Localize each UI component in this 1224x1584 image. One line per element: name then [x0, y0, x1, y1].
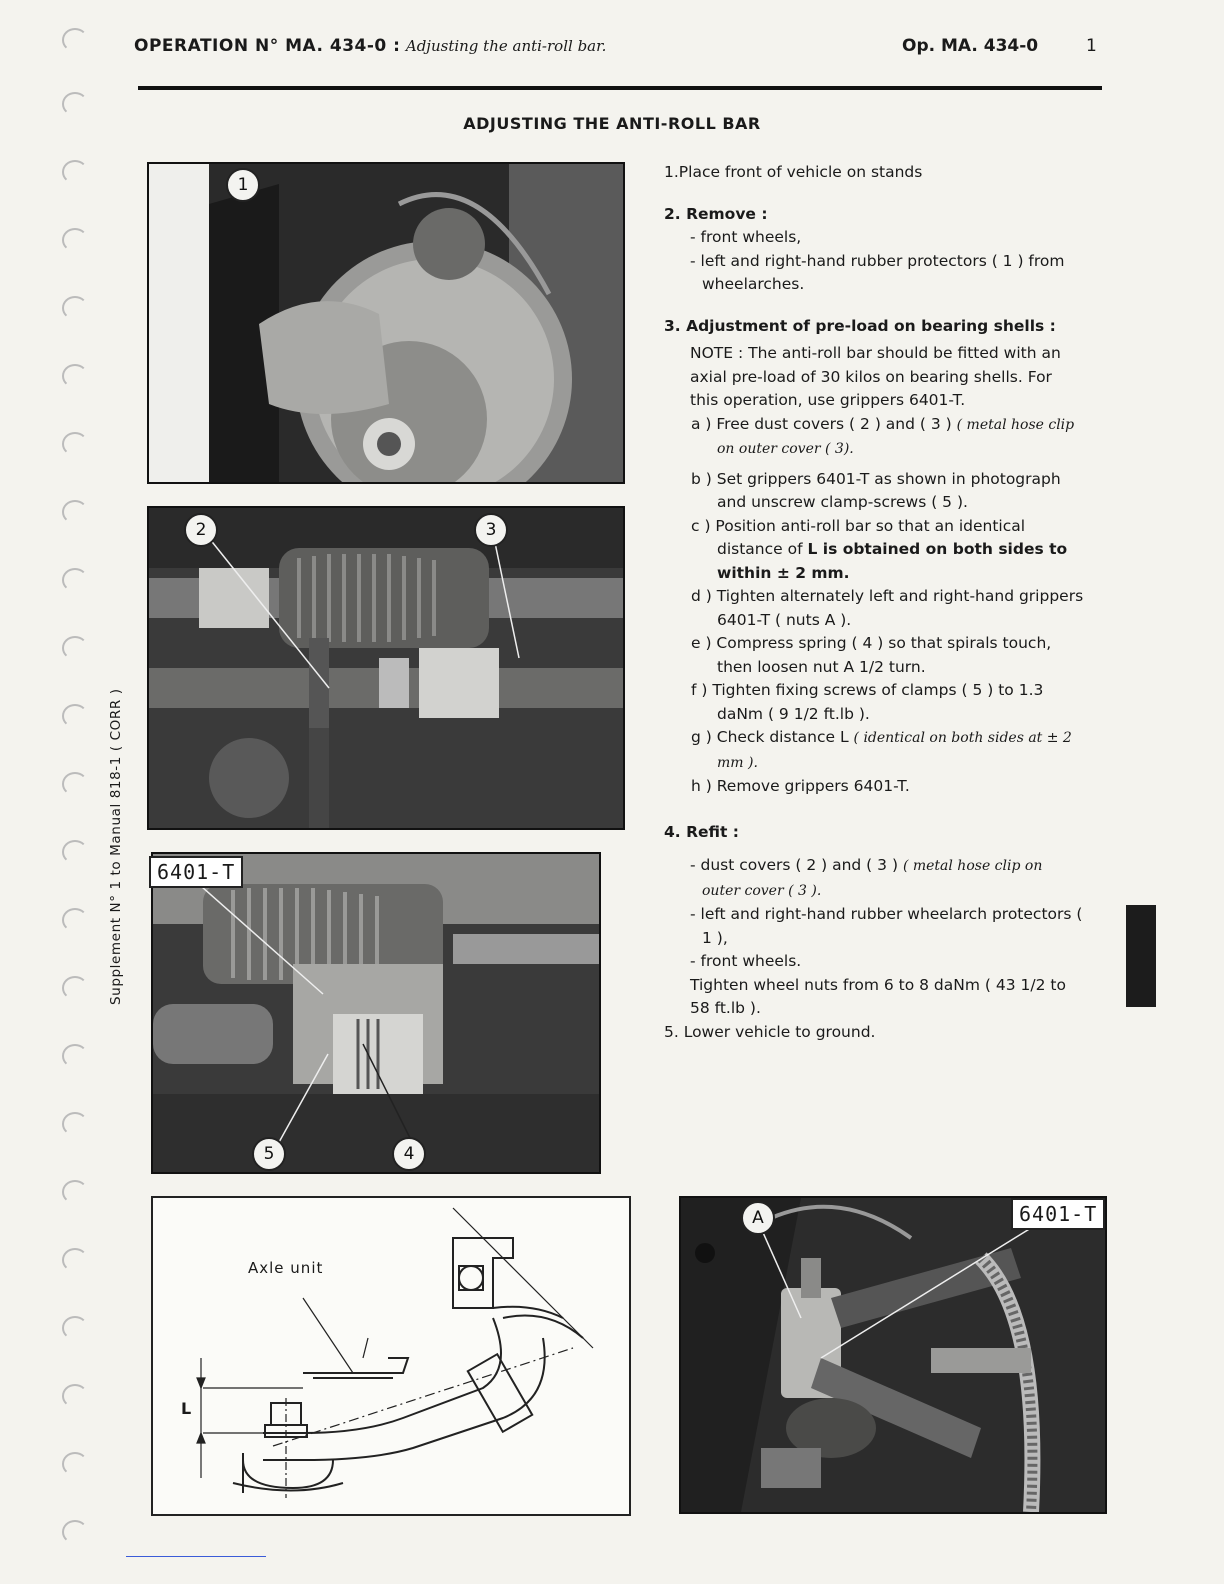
step-3g: [664, 726, 1084, 775]
photo-grippers-set: [151, 852, 601, 1174]
binder-hole: [62, 364, 88, 388]
step-3a: [664, 413, 1084, 462]
binder-hole: [62, 976, 88, 1000]
diagram-axle-distance: [151, 1196, 631, 1516]
page-number: 1: [1086, 36, 1097, 56]
binder-hole: [62, 1520, 88, 1544]
binder-hole: [62, 1452, 88, 1476]
step-3a-text: a ) Free dust covers ( 2 ) and ( 3 ): [691, 414, 952, 433]
step-4a-text: - dust covers ( 2 ) and ( 3 ): [690, 856, 898, 874]
section-tab-marker: [1126, 905, 1156, 1007]
header-operation: [134, 36, 606, 56]
step-3-title: 3. Adjustment of pre-load on bearing shells :: [664, 316, 1056, 335]
tool-label-6401t: 6401-T: [149, 856, 243, 888]
instructions: [664, 161, 1084, 1044]
header-rule: [138, 86, 1102, 90]
binder-hole: [62, 908, 88, 932]
supplement-note: Supplement N° 1 to Manual 818-1 ( CORR ): [108, 688, 124, 1005]
step-3g-italic: ( identical on both sides at ± 2 mm ).: [717, 730, 1072, 771]
callout-2: 2: [184, 513, 218, 547]
photo-wheel-hub: [147, 162, 625, 484]
binder-hole: [62, 568, 88, 592]
op-reference: Op. MA. 434-0: [902, 36, 1039, 56]
callout-4: 4: [392, 1137, 426, 1171]
operation-subtitle: Adjusting the anti-roll bar.: [405, 37, 607, 55]
callout-3: 3: [474, 513, 508, 547]
binder-hole: [62, 1248, 88, 1272]
step-1: 1.Place front of vehicle on stands: [664, 163, 923, 181]
binder-hole: [62, 228, 88, 252]
step-4a-italic: ( metal hose clip on outer cover ( 3 ).: [702, 858, 1043, 899]
callout-5: 5: [252, 1137, 286, 1171]
step-3e: e ) Compress spring ( 4 ) so that spirals touch, then loosen nut A 1/2 turn.: [691, 634, 1052, 676]
binder-hole: [62, 840, 88, 864]
step-3-note: NOTE : The anti-roll bar should be fitted with an axial pre-load of 30 kilos on bearing shells. For this operation, use grippers 6401-T.: [690, 344, 1061, 409]
binder-hole: [62, 296, 88, 320]
step-3c: [664, 515, 1084, 586]
label-distance-l: L: [181, 1399, 192, 1418]
photo-dust-covers: [147, 506, 625, 830]
label-axle-unit: Axle unit: [248, 1259, 324, 1277]
binder-hole: [62, 92, 88, 116]
step-3h: h ) Remove grippers 6401-T.: [691, 777, 910, 795]
binder-hole: [62, 1384, 88, 1408]
callout-a: A: [741, 1201, 775, 1235]
step-2-title: 2. Remove :: [664, 204, 768, 223]
binder-hole: [62, 1112, 88, 1136]
step-3d: d ) Tighten alternately left and right-hand grippers 6401-T ( nuts A ).: [691, 587, 1084, 629]
page-title: ADJUSTING THE ANTI-ROLL BAR: [463, 114, 761, 133]
callout-1: 1: [226, 168, 260, 202]
step-3c-bold: L is obtained on both sides to within ± 2 mm.: [717, 540, 1068, 582]
binder-hole: [62, 1316, 88, 1340]
binder-hole: [62, 772, 88, 796]
binder-hole: [62, 1180, 88, 1204]
step-3c-text: c ) Position anti-roll bar so that an identical distance of: [691, 516, 1026, 558]
step-3b: b ) Set grippers 6401-T as shown in photograph and unscrew clamp-screws ( 5 ).: [691, 469, 1061, 511]
step-4a: [664, 854, 1084, 903]
binder-hole: [62, 432, 88, 456]
step-3g-text: g ) Check distance L: [691, 728, 849, 746]
step-2-item: - front wheels,: [690, 228, 802, 246]
step-4b: - left and right-hand rubber wheelarch protectors ( 1 ),: [690, 905, 1083, 947]
binder-hole: [62, 500, 88, 524]
step-4d: Tighten wheel nuts from 6 to 8 daNm ( 43 1/2 to 58 ft.lb ).: [690, 975, 1066, 1017]
footer-line: [126, 1556, 266, 1557]
step-3f: f ) Tighten fixing screws of clamps ( 5 ) to 1.3 daNm ( 9 1/2 ft.lb ).: [691, 681, 1044, 723]
step-4-title: 4. Refit :: [664, 822, 740, 841]
photo-nut-a: [679, 1196, 1107, 1514]
step-3a-italic: ( metal hose clip on outer cover ( 3).: [717, 416, 1075, 457]
binder-hole: [62, 1044, 88, 1068]
binder-hole: [62, 160, 88, 184]
operation-label: OPERATION N° MA. 434-0 :: [134, 36, 401, 56]
tool-label-6401t-2: 6401-T: [1011, 1198, 1105, 1230]
binder-hole: [62, 28, 88, 52]
step-2-item: - left and right-hand rubber protectors ( 1 ) from wheelarches.: [690, 251, 1065, 293]
binder-hole: [62, 704, 88, 728]
step-4c: - front wheels.: [690, 952, 802, 970]
step-5: 5. Lower vehicle to ground.: [664, 1022, 876, 1041]
binder-hole: [62, 636, 88, 660]
